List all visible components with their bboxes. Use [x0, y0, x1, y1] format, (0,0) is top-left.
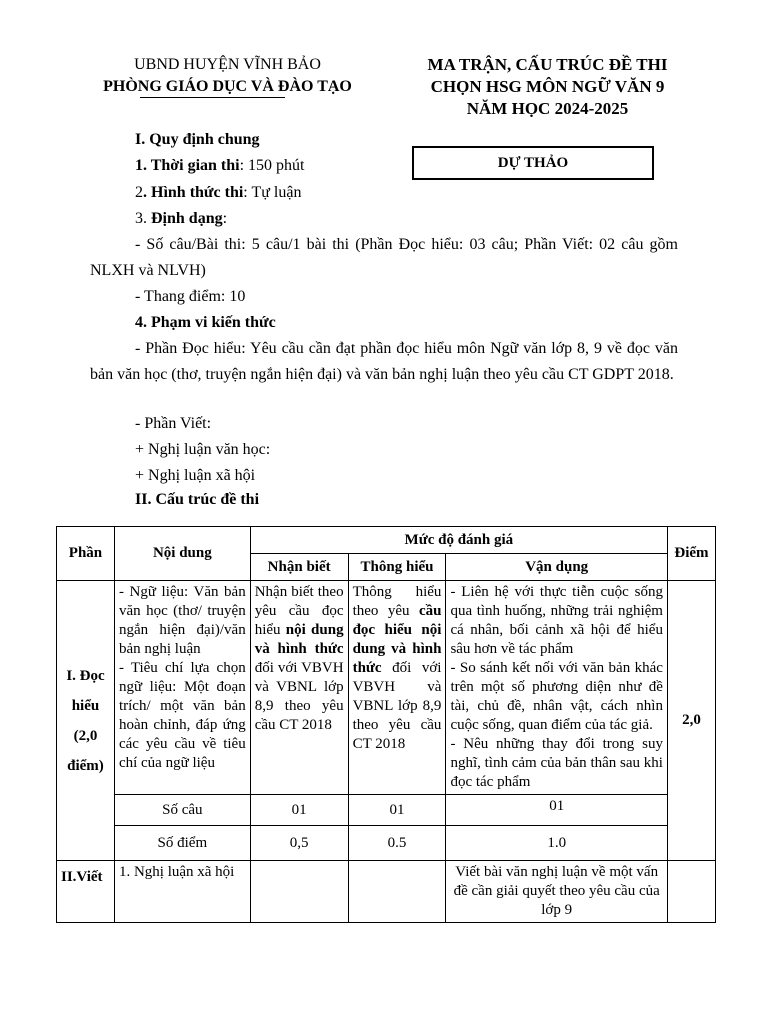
points-understand: 0.5	[348, 826, 446, 861]
writing-item-social: + Nghị luận xã hội	[135, 467, 256, 484]
points-apply: 1.0	[446, 826, 668, 861]
exam-form-number: 2	[135, 184, 143, 201]
reading-scope: - Phần Đọc hiểu: Yêu cầu cần đạt phần đọc hiểu môn Ngữ văn lớp 8, 9 về đọc văn bản văn học (thơ, truyện ngắn hiện đại) và văn bản nghị luận theo yêu cầu CT GDPT 2018.	[90, 340, 678, 383]
header-apply: Vận dụng	[446, 554, 668, 581]
writing-item-literary: + Nghị luận văn học:	[135, 441, 271, 458]
table-row	[57, 581, 716, 795]
exam-form-value: : Tự luận	[243, 184, 302, 201]
writing-understand	[348, 861, 446, 923]
exam-format	[135, 206, 227, 232]
exam-format-label: Định dạng	[151, 210, 223, 227]
reading-content: - Ngữ liệu: Văn bản văn học (thơ/ truyện ngắn hiện đại)/văn bản nghị luận - Tiêu chí lựa chọn ngữ liệu: Một đoạn trích/ một văn bản hoàn chỉnh, đáp ứng các yêu cầu về tiêu chí của ngữ liệu	[114, 581, 250, 795]
writing-score	[667, 861, 715, 923]
writing-content: 1. Nghị luận xã hội	[114, 861, 250, 923]
title-line-2: CHỌN HSG MÔN NGỮ VĂN 9	[430, 77, 665, 96]
score-scale: - Thang điểm: 10	[135, 288, 246, 305]
exam-form	[135, 180, 301, 206]
question-count-recognize: 01	[250, 795, 348, 826]
writing-recognize	[250, 861, 348, 923]
question-count: - Số câu/Bài thi: 5 câu/1 bài thi (Phần Đọc hiểu: 03 câu; Phần Viết: 02 câu gồm NLXH và NLVH)	[90, 236, 678, 279]
header-assessment-level: Mức độ đánh giá	[250, 527, 667, 554]
org-name-department: PHÒNG GIÁO DỤC VÀ ĐÀO TẠO	[103, 78, 352, 95]
writing-apply: Viết bài văn nghị luận về một vấn đề cần giải quyết theo yêu cầu của lớp 9	[446, 861, 668, 923]
exam-form-label: . Hình thức thi	[143, 184, 244, 201]
table-row	[57, 861, 716, 923]
document-title	[405, 54, 690, 120]
part-reading-score-cell	[667, 581, 715, 861]
exam-format-number: 3.	[135, 210, 151, 227]
exam-format-colon: :	[222, 210, 228, 227]
header-part: Phần	[57, 527, 115, 581]
recognize-text-a: Nhận biết theo yêu cầu đọc hiểu	[254, 584, 344, 638]
writing-scope: - Phần Viết:	[135, 415, 212, 432]
header-content: Nội dung	[114, 527, 250, 581]
scope-heading: 4. Phạm vi kiến thức	[135, 314, 276, 331]
question-count-apply: 01	[446, 795, 668, 826]
table-row	[57, 795, 716, 826]
points-label: Số điểm	[114, 826, 250, 861]
exam-time-label: 1. Thời gian thi	[135, 157, 240, 174]
org-name-district: UBND HUYỆN VĨNH BẢO	[134, 56, 321, 73]
title-line-1: MA TRẬN, CẤU TRÚC ĐỀ THI	[427, 55, 668, 74]
reading-understand	[348, 581, 446, 795]
points-recognize: 0,5	[250, 826, 348, 861]
question-count-label: Số câu	[114, 795, 250, 826]
organization-header	[95, 54, 360, 98]
recognize-text-b: nội dung và hình thức	[254, 622, 344, 657]
reading-apply: - Liên hệ với thực tiễn cuộc sống qua tình huống, những trải nghiệm cá nhân, bối cảnh xã hội để hiểu sâu hơn về tác phẩm - So sánh kết nối với văn bản khác trên một số phương diện như đề tài, chủ đề, nhân vật, cách nhìn cuộc sống, quan điểm của tác giả. - Nêu những thay đổi trong suy nghĩ, tình cảm của bản thân sau khi đọc tác phẩm	[446, 581, 668, 795]
understand-text-b: cầu đọc hiểu nội dung và hình thức	[352, 603, 442, 676]
recognize-text-c: đối với VBVH và VBNL lớp 8,9 theo yêu cầu CT 2018	[254, 660, 344, 733]
exam-matrix-table	[56, 526, 716, 923]
question-count-understand: 01	[348, 795, 446, 826]
understand-text-c: đối với VBVH và VBNL lớp 8,9 theo yêu cầu CT 2018	[352, 660, 442, 752]
header-underline	[140, 97, 285, 98]
title-line-3: NĂM HỌC 2024-2025	[466, 99, 629, 118]
header-recognize: Nhận biết	[250, 554, 348, 581]
header-understand: Thông hiểu	[348, 554, 446, 581]
part-reading: I. Đọc hiểu (2,0 điểm)	[57, 581, 115, 861]
reading-recognize	[250, 581, 348, 795]
section-1-heading: I. Quy định chung	[135, 131, 260, 148]
table-row	[57, 826, 716, 861]
part-writing: II.Viết	[57, 861, 115, 923]
table-header-row	[57, 527, 716, 554]
exam-time	[135, 153, 305, 179]
header-score: Điểm	[667, 527, 715, 581]
draft-stamp: DỰ THẢO	[412, 146, 654, 180]
part-reading-score: 2,0	[682, 712, 701, 728]
exam-time-value: : 150 phút	[239, 157, 305, 174]
section-2-heading: II. Cấu trúc đề thi	[135, 491, 260, 508]
understand-text-a: Thông hiểu theo yêu	[352, 584, 442, 619]
